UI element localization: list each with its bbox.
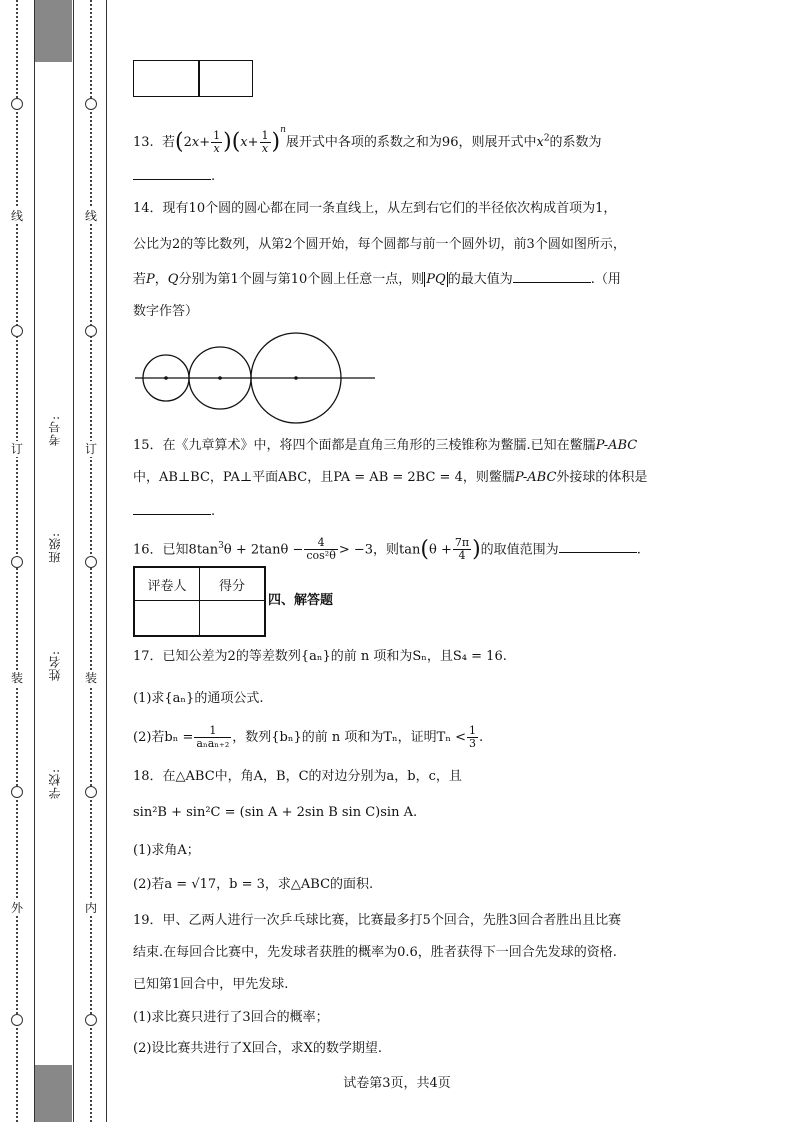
- question-17-part-1: (1)求{aₙ}的通项公式.: [133, 691, 264, 706]
- inner-char-nei: 内: [84, 901, 97, 915]
- outer-circle-1: [11, 98, 23, 110]
- answer-box-top: [133, 60, 253, 97]
- field-school: 学校:: [48, 768, 62, 800]
- question-18-part-2: (2)若a = √17，b = 3，求△ABC的面积.: [133, 877, 374, 892]
- outer-char-ding: 订: [10, 442, 23, 456]
- inner-char-ding: 订: [84, 442, 97, 456]
- question-15-line-2: 中，AB⊥BC，PA⊥平面ABC，且PA = AB = 2BC = 4，则鳖臑P-ABC外接球的体积是: [133, 470, 648, 485]
- margin-rule: [106, 0, 107, 1122]
- question-14-line-4: 数字作答）: [133, 304, 199, 319]
- outer-char-line: 线: [10, 209, 23, 223]
- section-heading: 四、解答题: [268, 593, 334, 608]
- question-19-line-2: 结束.在每回合比赛中，先发球者获胜的概率为0.6，胜者获得下一回合先发球的资格.: [133, 945, 617, 960]
- inner-circle-5: [85, 1014, 97, 1026]
- outer-circle-3: [11, 556, 23, 568]
- outer-char-zhuang: 装: [10, 671, 23, 685]
- question-19-part-2: (2)设比赛共进行了X回合，求X的数学期望.: [133, 1041, 383, 1056]
- question-18-line-1: 18．在△ABC中，角A，B，C的对边分别为a，b，c，且: [133, 769, 462, 784]
- question-18-part-1: (1)求角A；: [133, 843, 200, 858]
- score-table: [133, 566, 266, 637]
- outer-circle-4: [11, 786, 23, 798]
- score-table-grader-cell[interactable]: [135, 601, 200, 636]
- question-13-answer-blank[interactable]: .: [133, 167, 215, 186]
- outer-char-wai: 外: [10, 901, 23, 915]
- inner-char-line: 线: [84, 209, 97, 223]
- question-17-line-1: 17．已知公差为2的等差数列{aₙ}的前 n 项和为Sₙ，且S₄ = 16.: [133, 649, 507, 664]
- inner-circle-4: [85, 786, 97, 798]
- question-19-part-1: (1)求比赛只进行了3回合的概率；: [133, 1010, 329, 1025]
- question-19-line-3: 已知第1回合中，甲先发球.: [133, 977, 289, 992]
- question-15-answer-blank[interactable]: .: [133, 502, 215, 521]
- score-table-header-score: 得分: [200, 568, 265, 601]
- question-13: 13. 若(2x+ $\frac{1}{x}$ )(x+ $\frac{1}{x}$ )$^n$展开式中各项的系数之和为96，则展开式中$x^2$的系数为: [133, 125, 602, 155]
- question-14-line-2: 公比为2的等比数列，从第2个圆开始，每个圆都与前一个圆外切，前3个圆如图所示，: [133, 237, 626, 252]
- question-14-line-1: 14．现有10个圆的圆心都在同一条直线上，从左到右它们的半径依次构成首项为1，: [133, 201, 617, 216]
- field-exam-no: 考号:: [48, 415, 62, 447]
- field-class: 班级:: [48, 532, 62, 564]
- question-17-part-2: (2)若bₙ = $\frac{1}{\text{aₙaₙ₊₂}}$ ，数列{bₙ}的前 n 项和为Tₙ，证明Tₙ < $\frac{1}{3}$ .: [133, 724, 484, 750]
- center-dot-3: [294, 376, 298, 380]
- outer-circle-5: [11, 1014, 23, 1026]
- outer-circle-2: [11, 325, 23, 337]
- question-16: 16．已知$8\tan^3\theta + 2\tan\theta$ − $\frac{4}{\text{cos²θ}}$ > −3，则tan(θ + $\frac{7\pi}{4}$ )的取值范围为 .: [133, 536, 641, 563]
- inner-circle-3: [85, 556, 97, 568]
- inner-circle-1: [85, 98, 97, 110]
- binding-grey-top: [35, 0, 72, 62]
- question-18-line-2: sin²B + sin²C = (sin A + 2sin B sin C)sin A.: [133, 805, 418, 820]
- question-15-line-1: 15．在《九章算术》中，将四个面都是直角三角形的三棱锥称为鳖臑.已知在鳖臑P-ABC: [133, 438, 638, 453]
- score-table-score-cell[interactable]: [200, 601, 265, 636]
- score-table-header-grader: 评卷人: [135, 568, 200, 601]
- inner-char-zhuang: 装: [84, 671, 97, 685]
- field-name: 姓名:: [48, 650, 62, 682]
- inner-circle-2: [85, 325, 97, 337]
- question-14-line-3: 若P，Q分别为第1个圆与第10个圆上任意一点，则 PQ 的最大值为 .（用: [133, 272, 621, 287]
- circles-figure: [130, 330, 380, 426]
- page-footer: 试卷第3页，共4页: [343, 1076, 451, 1091]
- question-19-line-1: 19．甲、乙两人进行一次乒乓球比赛，比赛最多打5个回合，先胜3回合者胜出且比赛: [133, 913, 622, 928]
- center-dot-1: [164, 376, 168, 380]
- answer-box-divider: [198, 61, 200, 96]
- center-dot-2: [218, 376, 222, 380]
